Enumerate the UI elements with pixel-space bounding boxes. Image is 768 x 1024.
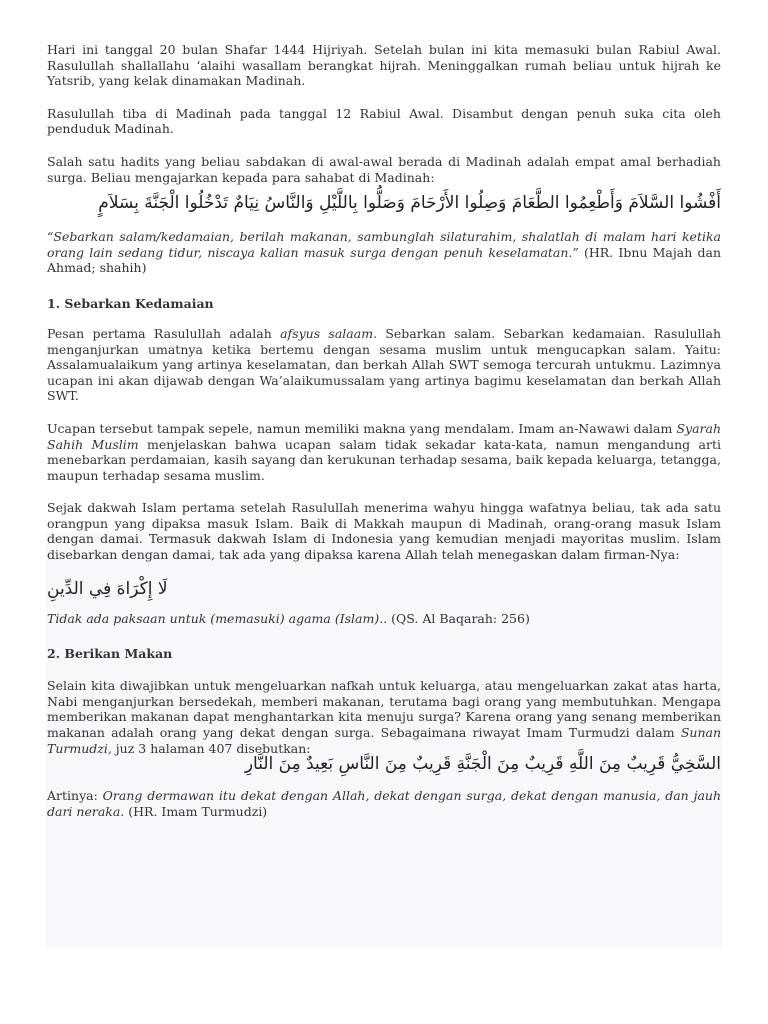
ayah-source: (QS. Al Baqarah: 256) bbox=[387, 610, 530, 626]
paragraph-salam-text-a: Pesan pertama Rasulullah adalah bbox=[47, 325, 281, 341]
paragraph-salam-text-b: . Sebarkan salam. Sebarkan kedamaian. Rasulullah menganjurkan umatnya ketika bertemu dengan sesama muslim untuk mengucapkan salam. Yaitu: Assalamualaikum yang artinya keselamatan, dan berkah Allah SWT semoga tercurah untukmu. Lazimnya ucapan ini akan dijawab dengan Wa’alaikumussalam yang artinya bagimu keselamatan dan berkah Allah SWT. bbox=[47, 325, 721, 404]
section-heading-2: 2. Berikan Makan bbox=[47, 646, 173, 662]
section-heading-1: 1. Sebarkan Kedamaian bbox=[47, 295, 214, 311]
book-title-syarah: Syarah Sahih Muslim bbox=[47, 420, 721, 452]
paragraph-nawawi-text-b: menjelaskan bahwa ucapan salam tidak sekadar kata-kata, namun mengandung arti menebarkan perdamaian, kasih sayang dan kerukunan terhadap sesama, baik kepada keluarga, tetangga, maupun terhadap sesama muslim. bbox=[47, 436, 722, 483]
paragraph-nawawi bbox=[47, 421, 721, 483]
paragraph-intro: Hari ini tanggal 20 bulan Shafar 1444 Hijriyah. Setelah bulan ini kita memasuki bulan Rabiul Awal. Rasulullah shallallahu ‘alaihi wasallam berangkat hijrah. Meninggalkan rumah beliau untuk hijrah ke Yatsrib, yang kelak dinamakan Madinah. bbox=[47, 42, 721, 89]
hadith-arabic-text: أَفْشُوا السَّلاَمَ وَأَطْعِمُوا الطَّعَامَ وَصِلُوا الأَرْحَامَ وَصَلُّوا بِاللَّيْلِ وَالنَّاسُ نِيَامٌ تَدْخُلُوا الْجَنَّةَ بِسَلاَمٍ bbox=[98, 193, 721, 214]
paragraph-hadith-intro: Salah satu hadits yang beliau sabdakan di awal-awal berada di Madinah adalah empat amal berhadiah surga. Beliau mengajarkan kepada para sahabat di Madinah: bbox=[47, 153, 721, 185]
ayah-translation bbox=[47, 611, 721, 627]
artinya-source: (HR. Imam Turmudzi) bbox=[124, 803, 268, 819]
book-title-sunan: Sunan Turmudzi, bbox=[47, 725, 721, 756]
term-afsyus-salaam: afsyus salaam bbox=[280, 325, 374, 341]
ayah-translation-text: Tidak ada paksaan untuk (memasuki) agama (Islam).. bbox=[47, 610, 388, 626]
artinya-text: Orang dermawan itu dekat dengan Allah, dekat dengan surga, dekat dengan manusia, dan jauh dari neraka. bbox=[47, 788, 721, 819]
paragraph-makan-text-b: juz 3 halaman 407 disebutkan: bbox=[111, 740, 311, 756]
article-body bbox=[47, 42, 721, 819]
ayah-arabic-text: لَا إِكْرَاهَ فِي الدِّينِ bbox=[47, 578, 168, 599]
hadith2-arabic-text: السَّخِيُّ قَرِيبٌ مِنَ اللَّهِ قَرِيبٌ مِنَ الْجَنَّةِ قَرِيبٌ مِنَ النَّاسِ بَعِيدٌ مِنَ النَّارِ bbox=[244, 754, 721, 775]
paragraph-nawawi-text-a: Ucapan tersebut tampak sepele, namun memiliki makna yang mendalam. Imam an-Nawawi dalam bbox=[47, 420, 677, 436]
artinya-paragraph bbox=[47, 788, 721, 819]
artinya-label: Artinya: bbox=[47, 788, 103, 804]
paragraph-arrival: Rasulullah tiba di Madinah pada tanggal 12 Rabiul Awal. Disambut dengan penuh suka cita oleh penduduk Madinah. bbox=[47, 105, 721, 137]
paragraph-dakwah: Sejak dakwah Islam pertama setelah Rasulullah menerima wahyu hingga wafatnya beliau, tak ada satu orangpun yang dipaksa masuk Islam. Baik di Makkah maupun di Madinah, orang-orang masuk Islam dengan damai. Termasuk dakwah Islam di Indonesia yang kemudian menjadi mayoritas muslim. Islam disebarkan dengan damai, tak ada yang dipaksa karena Allah telah menegaskan dalam firman-Nya: bbox=[47, 500, 721, 563]
paragraph-salam bbox=[47, 326, 721, 404]
paragraph-makan bbox=[47, 678, 721, 756]
hadith-source: (HR. Ibnu Majah dan Ahmad; shahih) bbox=[47, 244, 721, 276]
hadith-translation bbox=[47, 229, 721, 276]
paragraph-makan-text-a: Selain kita diwajibkan untuk mengeluarkan nafkah untuk keluarga, atau mengeluarkan zakat atas harta, Nabi menganjurkan bersedekah, memberi makanan, terutama bagi orang yang membutuhkan. Mengapa memberikan makanan dapat menghantarkan kita menuju surga? Karena orang yang senang memberikan makanan adalah orang yang dekat dengan surga. Sebagaimana riwayat Imam Turmudzi dalam bbox=[47, 678, 721, 741]
hadith-translation-text: “Sebarkan salam/kedamaian, berilah makanan, sambunglah silaturahim, shalatlah di malam hari ketika orang lain sedang tidur, niscaya kalian masuk surga dengan penuh keselamatan.” bbox=[47, 229, 721, 260]
